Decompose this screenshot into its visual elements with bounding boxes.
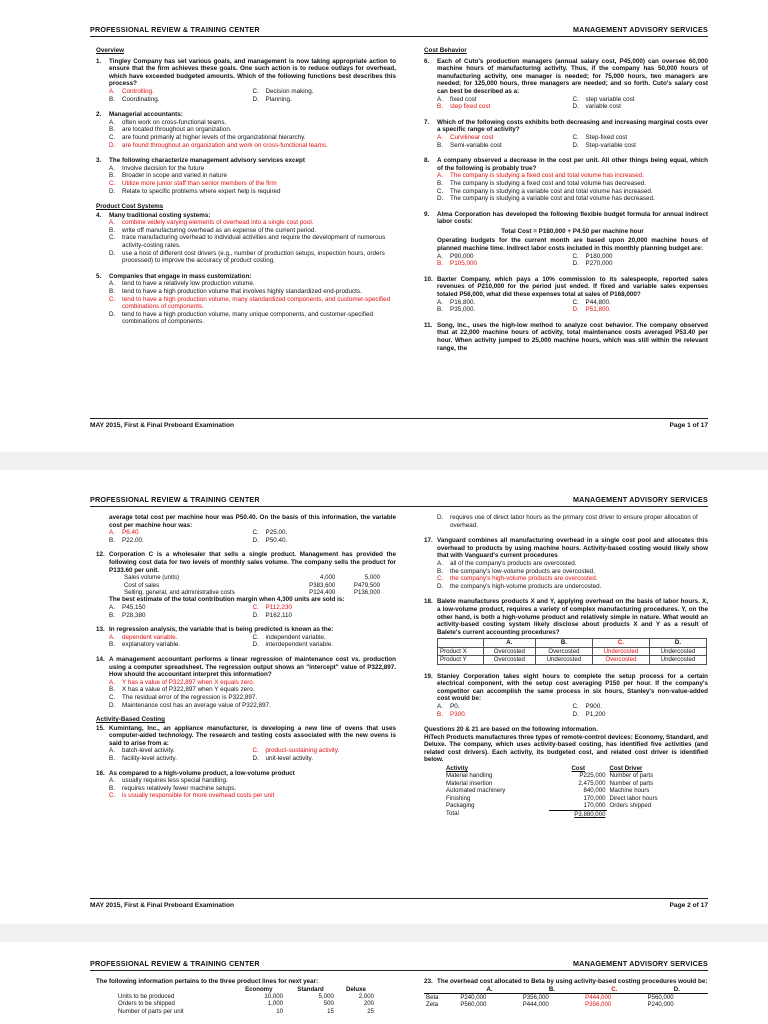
questions-20-21-text: HiTech Products manufactures three types of remote-control devices: Economy, Standard, and Deluxe. The company, which uses activity-based costing, has identified five activities (and related cost drivers). Each activity, its budgeted cost, and related cost driver is identified below.: [424, 733, 708, 764]
choice-b[interactable]: B. requires relatively fewer machine setups.: [109, 784, 237, 792]
choice-a[interactable]: A. combine widely varying elements of overhead into a single cost pool.: [109, 219, 314, 227]
choices: [96, 529, 396, 544]
question-23: 23. The overhead cost allocated to Beta by using activity-based costing procedures would be:: [424, 978, 708, 985]
choice-a[interactable]: A. dependent variable.: [109, 633, 178, 641]
page-footer: [90, 418, 708, 431]
table-header-row: A. B. C. D.: [486, 985, 680, 993]
table-header-row: Activity Cost Cost Driver: [446, 765, 643, 773]
choice-d[interactable]: D. are found throughout an organization and work on cross-functional teams.: [109, 141, 328, 149]
question-18: 18. Balete manufactures products X and Y, applying overhead on the basis of labor hours. X, a low-volume product, requires a variety of complex manufacturing procedures. Y, on the other hand, is both a high-volume product and relatively simple in nature. What would an activity-based costing system likely disclose about products X and Y as a result of Balete's current accounting procedures?: [424, 598, 708, 636]
choice-b[interactable]: B. P22.00.: [109, 536, 144, 544]
choice-d[interactable]: D. tend to have a high production volume, many unique components, and customer-specified combinations of components.: [109, 310, 373, 326]
choice-d[interactable]: D. P50.40.: [252, 536, 288, 544]
choice-a[interactable]: A. P0.: [437, 702, 460, 710]
page-1: [0, 0, 768, 436]
table-row: Orders to be shipped 1,000 500 200: [118, 1000, 374, 1008]
section-activity-based-costing: Activity-Based Costing: [96, 716, 165, 724]
question-8: 8. A company observed a decrease in the cost per unit. All other things being equal, which of the following is probably true?: [424, 157, 708, 172]
table-row: Zeta P560,000 P444,000 P356,000 P240,000: [426, 1001, 674, 1009]
choice-a[interactable]: A. P6.40.: [109, 529, 141, 537]
choice-d[interactable]: D. interdependent variable.: [252, 641, 334, 649]
question-2: 2. Managerial accountants:: [96, 111, 183, 119]
table-header-row: Economy Standard Deluxe: [245, 985, 366, 993]
choice-d[interactable]: D. the company's high-volume products are undercosted.: [437, 582, 602, 590]
choices: [424, 96, 708, 111]
choice-a[interactable]: A. tend to have a relatively low production volume.: [109, 280, 255, 288]
activity-cost-table: [444, 765, 694, 818]
choice-d[interactable]: D. use a host of different cost drivers (e.g., number of production setups, inspection hours, orders processed) to improve the accuracy of product costing.: [109, 249, 385, 265]
choice-b[interactable]: B. X has a value of P322,897 when Y equals zero.: [109, 686, 255, 694]
section-product-cost-systems: Product Cost Systems: [96, 203, 164, 211]
table-row: Sales volume (units) 4,000 5,000: [124, 574, 380, 582]
choices: [424, 299, 708, 314]
page-1-right-column: [424, 45, 708, 352]
footer-left: MAY 2015, First & Final Preboard Examination: [90, 422, 235, 429]
table-total-row: Total P3,880,000: [446, 810, 606, 818]
section-overview: Overview: [96, 47, 125, 54]
overhead-allocation-table: [424, 986, 708, 1009]
choice-a[interactable]: A. Controlling.: [109, 87, 154, 95]
choice-b[interactable]: B. step fixed cost: [437, 103, 491, 111]
choices: [96, 165, 396, 195]
choice-b[interactable]: B. P35,000.: [437, 306, 476, 314]
choice-a[interactable]: A. The company is studying a fixed cost and total volume has increased.: [437, 172, 644, 180]
choice-b[interactable]: B. The company is studying a fixed cost and total volume has decreased.: [437, 179, 647, 187]
page-2-right-column: [424, 514, 708, 818]
cost-data-table: [122, 574, 382, 596]
choice-c[interactable]: C. P25.00.: [252, 529, 288, 537]
choice-c[interactable]: C. the company's high-volume products are overcosted.: [437, 575, 598, 583]
budget-formula: Total Cost = P180,000 + P4.50 per machine hour: [501, 227, 644, 235]
choice-b[interactable]: B. the company's low-volume products are overcosted.: [437, 567, 596, 575]
question-17: 17. Vanguard combines all manufacturing overhead in a single cost pool and allocates this overhead to products by using machine hours. Activity-based costing would likely show that with Vanguard's current procedures: [424, 537, 708, 560]
choice-a[interactable]: A. batch-level activity.: [109, 747, 175, 755]
choice-b[interactable]: B. tend to have a high production volume that involves highly standardized end-products.: [109, 288, 362, 296]
question-1: 1. Tingley Company has set various goals, and management is now taking appropriate action to ensure that the firm achieves these goals. One such action is to reduce outlays for overhead, which have exceeded budgeted amounts. Which of the following functions best describes this process?: [96, 57, 396, 88]
question-7: 7. Which of the following costs exhibits both decreasing and increasing marginal costs over a specific range of activity?: [424, 118, 708, 134]
choice-c[interactable]: C. trace manufacturing overhead to individual activities and require the development of numerous activity-costing rates.: [109, 234, 386, 250]
choice-a[interactable]: A. all of the company's products are overcosted.: [437, 559, 577, 567]
question-4: 4. Many traditional costing systems:: [96, 211, 211, 219]
choice-c[interactable]: C. tend to have a high production volume, many standardized components, and customer-specified combinations of components.: [109, 295, 391, 311]
choices: [96, 88, 396, 103]
table-row: Cost of sales P383,600 P479,500: [124, 581, 380, 589]
choice-d[interactable]: D. P51,800.: [572, 306, 611, 314]
choice-a[interactable]: A. fixed cost: [437, 95, 477, 103]
choice-a[interactable]: A. Curvilinear cost: [437, 133, 494, 141]
choice-c[interactable]: C. The residual error of the regression is P322,897.: [109, 693, 258, 701]
table-row: Packaging 170,000 Orders shipped: [446, 802, 652, 810]
choice-d[interactable]: D. P1,200: [572, 710, 606, 718]
choice-c[interactable]: C. step variable cost: [572, 95, 635, 103]
choice-d[interactable]: D. variable cost: [572, 103, 621, 111]
choice-a[interactable]: A. P90,000: [437, 252, 474, 260]
choice-b[interactable]: B. are located throughout an organization.: [109, 126, 232, 134]
page-1-left-column: [96, 45, 396, 326]
choices: [424, 703, 708, 718]
choice-d[interactable]: D. The company is studying a variable cost and total volume has decreased.: [437, 195, 655, 203]
page-header: PROFESSIONAL REVIEW & TRAINING CENTER MANAGEMENT ADVISORY SERVICES: [90, 492, 708, 507]
choice-b[interactable]: B. write off manufacturing overhead as an expense of the current period.: [109, 226, 317, 234]
choice-a[interactable]: A. usually requires less special handling.: [109, 777, 228, 785]
choice-c[interactable]: C. Utilize more junior staff than senior members of the firm: [109, 179, 277, 187]
page-footer: MAY 2015, First & Final Preboard Examination Page 2 of 17: [90, 898, 708, 911]
choice-b[interactable]: B. P300.: [437, 710, 467, 718]
table-row: Material insertion 2,475,000 Number of parts: [446, 779, 654, 787]
table-row: Selling, general, and administrative costs P124,400 P136,000: [124, 588, 380, 596]
choices: [96, 280, 396, 326]
choices: [96, 777, 396, 800]
choice-c[interactable]: C. Step-fixed cost: [572, 133, 628, 141]
question-12: 12. Corporation C is a wholesaler that sells a single product. Management has provided the following cost data for two levels of monthly sales volume. The company sells the product for P133.60 per unit.: [96, 551, 396, 574]
table-row: Number of parts per unit 10 15 25: [118, 1007, 374, 1015]
page-separator: [0, 452, 768, 470]
choice-b[interactable]: B. Semi-variable cost: [437, 141, 502, 149]
question-14: 14. A management accountant performs a linear regression of maintenance cost vs. production using a computer spreadsheet. The regression output shows an "intercept" value of P322,897. How should the accountant interpret this information?: [96, 655, 396, 679]
question-10: 10. Baxter Company, which pays a 10% commission to its salespeople, reported sales revenues of P210,000 for the period just ended. If fixed and variable sales expenses totaled P56,000, what did these expenses total at sales of P168,000?: [424, 275, 708, 299]
page-3: [0, 950, 768, 1024]
choice-c[interactable]: C. P180,000: [572, 252, 613, 260]
choice-c[interactable]: C. P900.: [572, 702, 602, 710]
choice-a[interactable]: A. P16,800.: [437, 298, 476, 306]
product-lines-table: [116, 986, 376, 1016]
question-12-text: The best estimate of the total contribution margin when 4,300 units are sold is:: [109, 596, 345, 604]
choice-b[interactable]: B. explanatory variable.: [109, 641, 181, 649]
question-13: 13. In regression analysis, the variable that is being predicted is known as the:: [96, 626, 334, 634]
product-lines-intro: The following information pertains to the three product lines for next year:: [96, 978, 319, 985]
footer-page-number: Page 2 of 17: [669, 902, 708, 909]
table-row: Finishing 170,000 Direct labor hours: [446, 794, 658, 802]
choice-b[interactable]: B. P28,380: [109, 611, 146, 619]
choices: [96, 747, 396, 762]
question-6: 6. Each of Cuto's production managers (annual salary cost, P45,000) can oversee 60,000 machine hours of manufacturing activity. Thus, if the company has 50,000 hours of manufacturing activity, one manager is needed; for 75,000 hours, two managers are needed; for 125,000 hours, three managers are needed; and so forth. Cuto's salary cost can best be described as a:: [424, 57, 708, 95]
table-row: Product Y Overcosted Undercosted Overcosted Undercosted: [438, 656, 707, 664]
question-3: 3. The following characterize management advisory services except: [96, 157, 305, 165]
table-header-row: A. B. C. D.: [438, 639, 707, 647]
header-right: MANAGEMENT ADVISORY SERVICES: [573, 25, 708, 34]
section-cost-behavior: Cost Behavior: [424, 47, 467, 54]
choice-c[interactable]: C. P44,800.: [572, 298, 611, 306]
choices: [424, 560, 708, 590]
choices: [424, 514, 708, 529]
choice-a[interactable]: A. Y has a value of P322,897 when X equals zero.: [109, 678, 255, 686]
costing-table: [437, 638, 707, 664]
choice-c[interactable]: C. The company is studying a variable cost and total volume has increased.: [437, 187, 653, 195]
choice-b[interactable]: B. P105,000: [437, 260, 477, 268]
choice-c[interactable]: C. is usually responsible for more overhead costs per unit: [109, 792, 275, 800]
question-11-continued: average total cost per machine hour was P50.40. On the basis of this information, the variable cost per machine hour was:: [109, 514, 396, 529]
table-row: Automated machinery 840,000 Machine hours: [446, 787, 650, 795]
question-9-text: Operating budgets for the current month are based upon 20,000 machine hours of planned machine time. Indirect labor costs included in this monthly planning budget are:: [437, 237, 708, 253]
table-row: Units to be produced 10,000 5,000 2,000: [118, 993, 374, 1000]
choice-c[interactable]: C. Decision making.: [252, 87, 314, 95]
choice-d[interactable]: D. P270,000: [572, 260, 613, 268]
choice-b[interactable]: B. facility-level activity.: [109, 755, 177, 763]
choice-a[interactable]: A. P45,150: [109, 603, 146, 611]
question-11: 11. Song, Inc., uses the high-low method to analyze cost behavior. The company observed that at 22,000 machine hours of activity, total maintenance costs averaged P53.40 per hour. When activity jumped to 25,000 machine hours, which was still within the relevant range, the: [424, 321, 708, 352]
question-16: 16. As compared to a high-volume product, a low-volume product: [96, 769, 295, 777]
table-row: Beta P240,000 P356,000 P444,000 P560,000: [424, 994, 708, 1002]
choice-d[interactable]: D. P162,110: [252, 611, 292, 619]
question-15: 15. Kumintang, Inc., an appliance manufacturer, is developing a new line of ovens that uses computer-aided technology. The research and testing costs associated with the new ovens is said to arise from a:: [96, 724, 396, 747]
choice-c[interactable]: C. independent variable.: [252, 633, 326, 641]
page-2: [0, 480, 768, 910]
choice-d[interactable]: D. requires use of direct labor hours as the primary cost driver to ensure proper allocation of overhead.: [437, 514, 698, 529]
choices: [96, 634, 396, 649]
choice-a[interactable]: A. Involve decision for the future: [109, 164, 205, 172]
table-row: Product X Overcosted Overcosted Undercosted Undercosted: [438, 647, 707, 655]
question-5: 5. Companies that engage in mass customization:: [96, 272, 252, 280]
choice-d[interactable]: D. Planning.: [252, 95, 292, 103]
page-header: PROFESSIONAL REVIEW & TRAINING CENTER MANAGEMENT ADVISORY SERVICES: [90, 956, 708, 971]
choice-c[interactable]: C. are found primarily at higher levels of the organizational hierarchy.: [109, 133, 306, 141]
choices: [96, 604, 396, 619]
page-3-left-column: [96, 978, 396, 1015]
choices: [424, 134, 708, 149]
choice-b[interactable]: B. Coordinating.: [109, 95, 160, 103]
table-row: Material handling P225,000 Number of parts: [446, 772, 654, 780]
choice-d[interactable]: D. unit-level activity.: [252, 755, 313, 763]
questions-20-21-intro: Questions 20 & 21 are based on the following information.: [424, 726, 598, 734]
choices: [424, 172, 708, 202]
header-left: PROFESSIONAL REVIEW & TRAINING CENTER: [90, 25, 260, 34]
page-separator: [0, 924, 768, 942]
choice-c[interactable]: C. product-sustaining activity.: [252, 747, 340, 755]
choices: [96, 219, 396, 265]
page-2-left-column: [96, 514, 396, 800]
footer-page-number: Page 1 of 17: [669, 422, 708, 429]
question-9: 9. Alma Corporation has developed the following flexible budget formula for annual indirect labor costs:: [424, 210, 708, 226]
choice-a[interactable]: A. often work on cross-functional teams.: [109, 118, 227, 126]
choice-d[interactable]: D. Maintenance cost has an average value of P322,897.: [109, 701, 271, 709]
page-3-right-column: [424, 978, 708, 1009]
choices: [96, 679, 396, 709]
choice-c[interactable]: C. P112,230: [252, 603, 292, 611]
question-19: 19. Stanley Corporation takes eight hours to complete the setup process for a certain electrical component, with the setup cost averaging P150 per hour. If the company's competitor can accomplish the same process in six hours, Stanley's non-value-added cost would be:: [424, 672, 708, 703]
choices: [424, 253, 708, 268]
choice-b[interactable]: B. Broader in scope and varied in nature: [109, 172, 228, 180]
choice-d[interactable]: D. Step-variable cost: [572, 141, 636, 149]
choice-d[interactable]: D. Relate to specific problems where expert help is required: [109, 187, 281, 195]
page-header: [90, 22, 708, 37]
choices: [96, 119, 396, 149]
